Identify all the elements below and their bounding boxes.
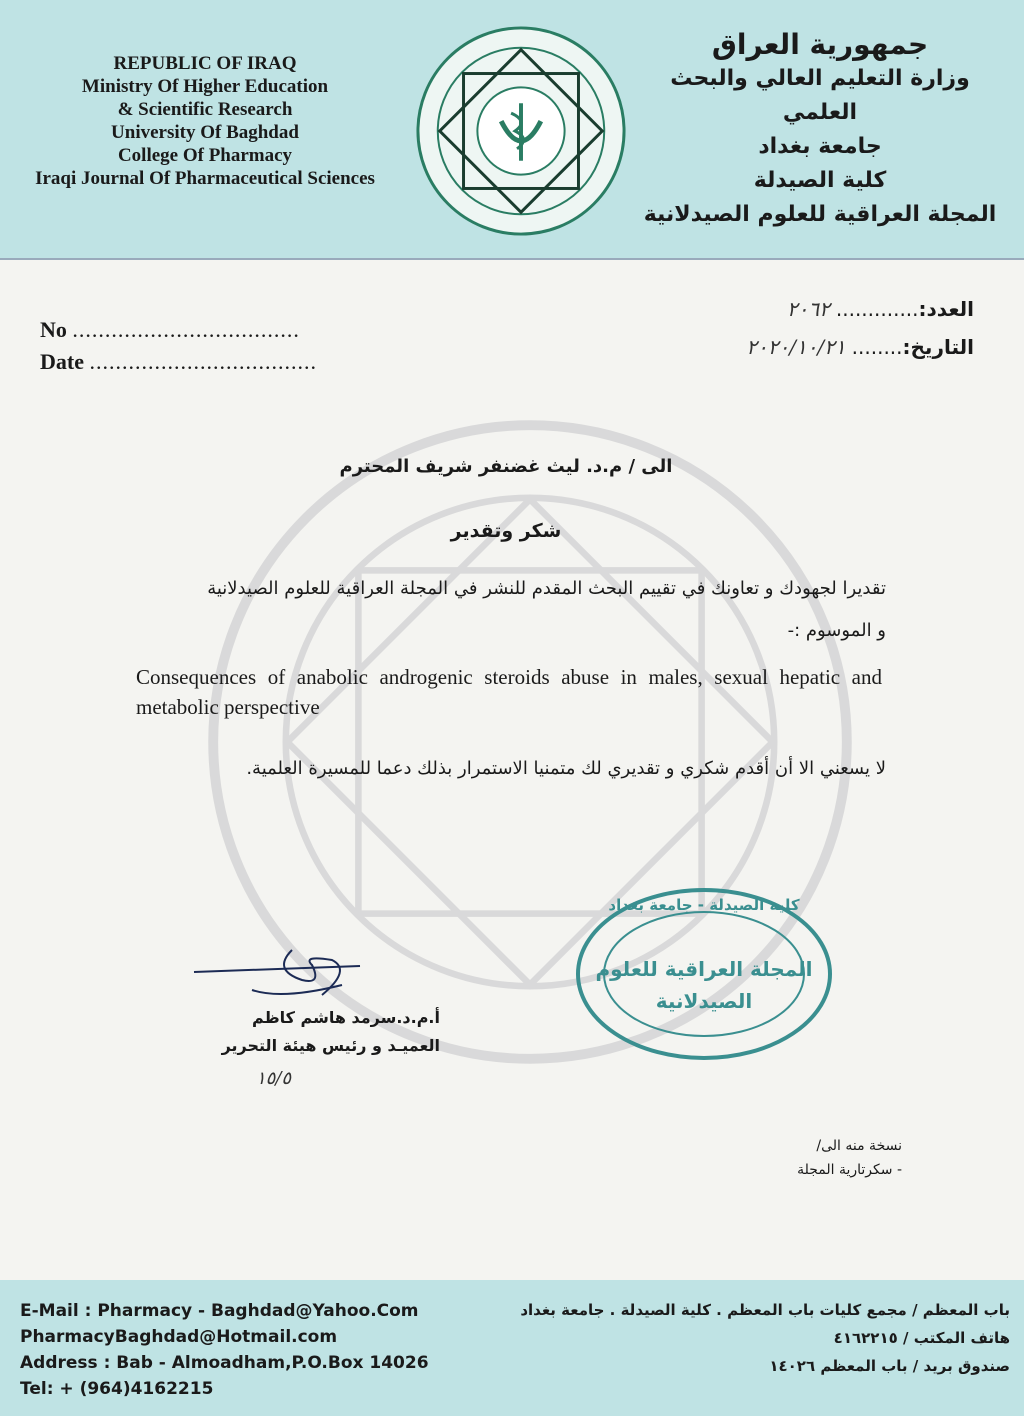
footer-email-2: PharmacyBaghdad@Hotmail.com bbox=[20, 1327, 338, 1347]
footer-arabic bbox=[470, 1296, 1010, 1380]
header-en-line: Iraqi Journal Of Pharmaceutical Sciences bbox=[35, 168, 375, 189]
header-ar-line: جامعة بغداد bbox=[758, 134, 882, 159]
header-ar-line: جمهورية العراق bbox=[711, 28, 929, 61]
header-english bbox=[0, 52, 410, 190]
svg-text:المجلة العراقية للعلوم: المجلة العراقية للعلوم bbox=[595, 957, 813, 981]
header-en-line: University Of Baghdad bbox=[111, 122, 299, 143]
date-dots-ar: ........ bbox=[851, 335, 903, 359]
footer-english bbox=[20, 1298, 429, 1402]
number-dots: ............. bbox=[835, 297, 919, 321]
signatory-title: العميـد و رئيس هيئة التحرير bbox=[221, 1036, 440, 1055]
copy-to bbox=[797, 1134, 902, 1182]
header-en-line: & Scientific Research bbox=[117, 99, 293, 120]
number-value: ٢٠٦٢ bbox=[786, 297, 830, 321]
footer-ar-phone: هاتف المكتب / ٤١٦٢٢١٥ bbox=[833, 1329, 1010, 1347]
footer-ar-pobox: صندوق بريد / باب المعظم ١٤٠٢٦ bbox=[769, 1357, 1010, 1375]
paragraph-1: تقديرا لجهودك و تعاونك في تقييم البحث المقدم للنشر في المجلة العراقية للعلوم الصيدلانية bbox=[207, 578, 886, 599]
header-en-line: REPUBLIC OF IRAQ bbox=[113, 53, 297, 74]
header-divider bbox=[0, 258, 1024, 260]
signatory-name: أ.م.د.سرمد هاشم كاظم bbox=[252, 1008, 440, 1027]
paper-title: Consequences of anabolic androgenic steroids abuse in males, sexual hepatic and metabolic perspective bbox=[136, 665, 882, 719]
copy-to-item: - سكرتارية المجلة bbox=[797, 1162, 902, 1178]
svg-text:الصيدلانية: الصيدلانية bbox=[655, 989, 753, 1013]
signature-block bbox=[170, 1004, 440, 1060]
date-value: ٢٠٢٠/١٠/٢١ bbox=[746, 335, 846, 359]
header-en-line: College Of Pharmacy bbox=[117, 145, 293, 166]
svg-text:كلية الصيدلة - جامعة بغداد: كلية الصيدلة - جامعة بغداد bbox=[608, 896, 800, 914]
closing-paragraph: لا يسعني الا أن أقدم شكري و تقديري لك متمنيا الاستمرار بذلك دعما للمسيرة العلمية. bbox=[246, 758, 886, 779]
reference-arabic bbox=[654, 290, 974, 366]
date-label-ar: التاريخ: bbox=[902, 335, 974, 359]
footer-tel: Tel: + (964)4162215 bbox=[20, 1379, 214, 1399]
no-label: No bbox=[40, 317, 67, 342]
college-logo-icon bbox=[412, 22, 630, 240]
copy-to-label: نسخة منه الى/ bbox=[816, 1138, 902, 1154]
header-ar-line: المجلة العراقية للعلوم الصيدلانية bbox=[643, 202, 997, 227]
date-dots: ................................... bbox=[89, 349, 317, 374]
header-ar-line: كلية الصيدلة bbox=[753, 168, 887, 193]
paragraph-1-cont: و الموسوم :- bbox=[787, 620, 886, 641]
journal-stamp-icon bbox=[573, 884, 835, 1064]
header-ar-line: وزارة التعليم العالي والبحث العلمي bbox=[670, 66, 970, 125]
handwritten-date: ١٥/٥ bbox=[256, 1068, 292, 1089]
subject: شكر وتقدير bbox=[450, 520, 562, 542]
handwritten-signature-icon bbox=[192, 940, 362, 1010]
reference-english bbox=[40, 314, 317, 378]
footer-address: Address : Bab - Almoadham,P.O.Box 14026 bbox=[20, 1353, 429, 1373]
number-label: العدد: bbox=[918, 297, 974, 321]
addressee: الى / م.د. ليث غضنفر شريف المحترم bbox=[339, 456, 673, 477]
no-dots: ................................... bbox=[72, 317, 300, 342]
header-arabic bbox=[630, 28, 1010, 232]
date-label: Date bbox=[40, 349, 84, 374]
header-en-line: Ministry Of Higher Education bbox=[81, 76, 329, 97]
footer-email-1: E-Mail : Pharmacy - Baghdad@Yahoo.Com bbox=[20, 1301, 419, 1321]
footer-ar-address: باب المعظم / مجمع كليات باب المعظم . كلية الصيدلة . جامعة بغداد bbox=[520, 1301, 1010, 1319]
